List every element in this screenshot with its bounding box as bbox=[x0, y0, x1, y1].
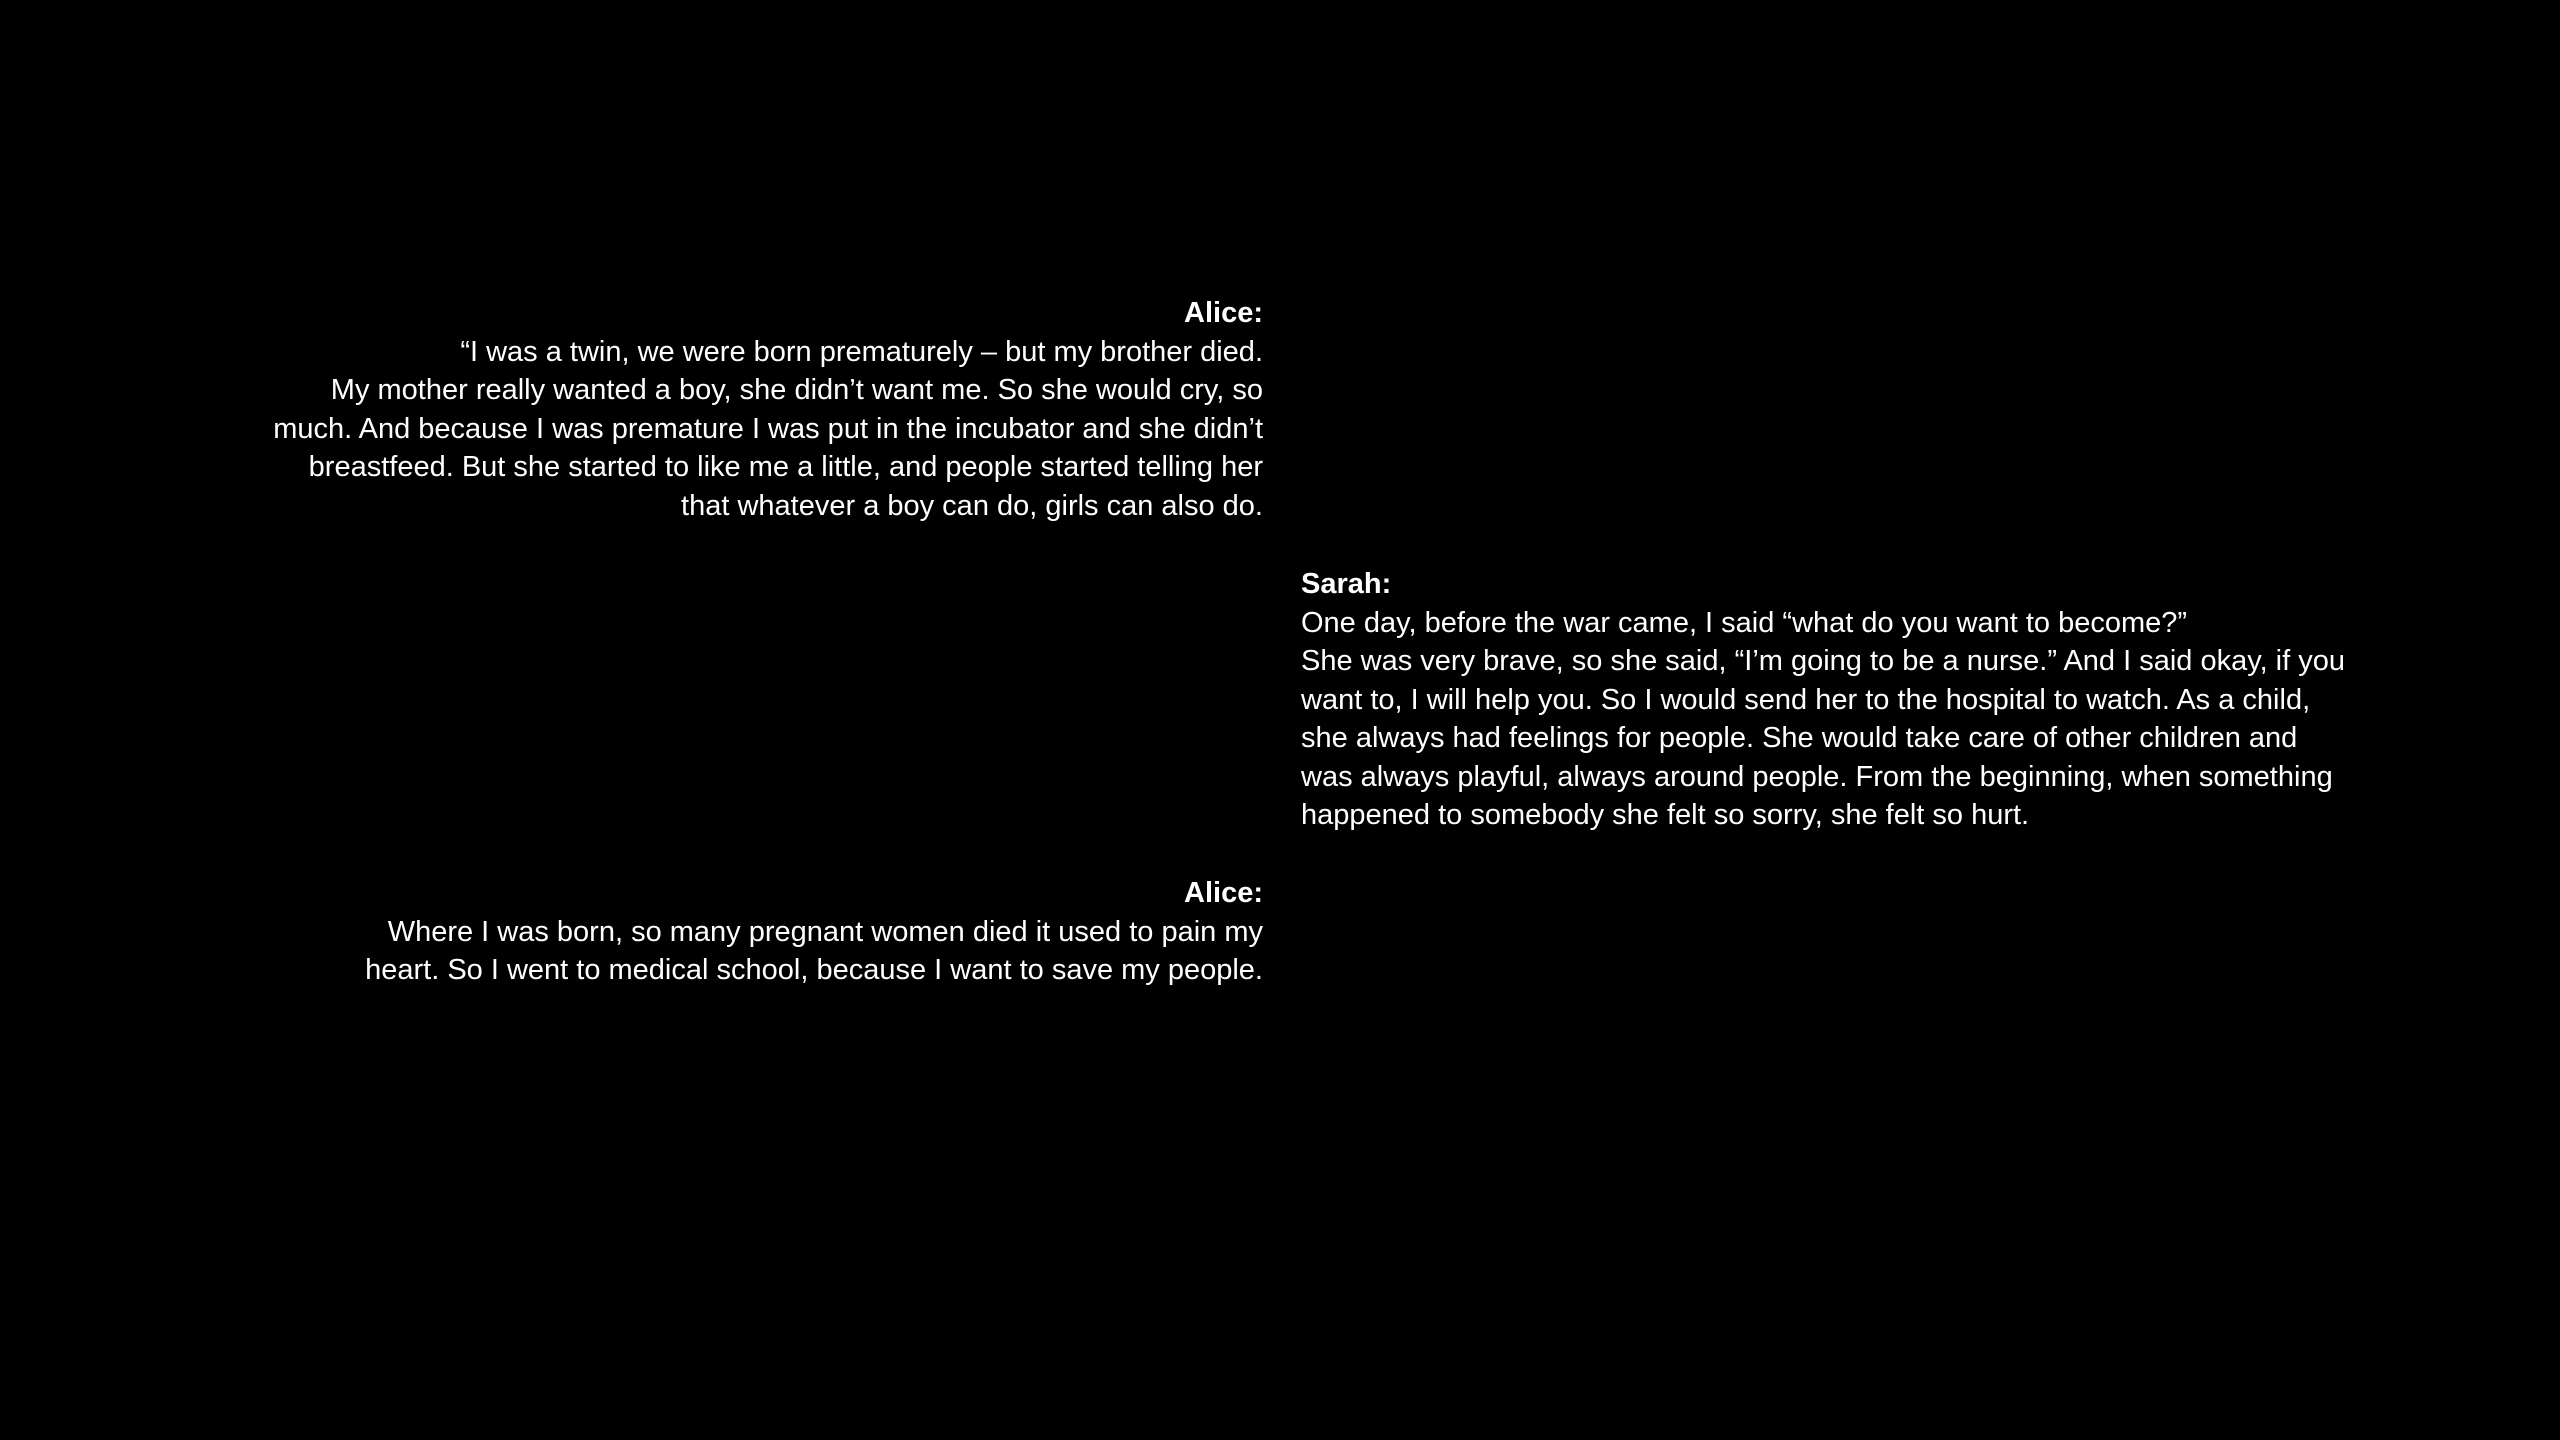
quote-line: She was very brave, so she said, “I’m going to be a nurse.” And I said okay, if you bbox=[1301, 645, 2345, 677]
quote-block-alice-2 bbox=[365, 874, 1263, 990]
quote-line: want to, I will help you. So I would send her to the hospital to watch. As a child, bbox=[1301, 683, 2311, 716]
speaker-name: Sarah: bbox=[1301, 568, 1392, 600]
quote-block-alice-1 bbox=[273, 294, 1263, 525]
quote-line: much. And because I was premature I was put in the incubator and she didn’t bbox=[273, 412, 1263, 445]
quote-line: breastfeed. But she started to like me a little, and people started telling her bbox=[308, 451, 1263, 483]
quote-line: was always playful, always around people. From the beginning, when something bbox=[1301, 760, 2333, 793]
quote-block-sarah bbox=[1301, 565, 2345, 835]
speaker-name: Alice: bbox=[1184, 297, 1263, 329]
quote-line: My mother really wanted a boy, she didn’t want me. So she would cry, so bbox=[330, 374, 1263, 406]
quote-line: that whatever a boy can do, girls can also do. bbox=[681, 489, 1263, 522]
quote-line: Where I was born, so many pregnant women died it used to pain my bbox=[387, 915, 1263, 948]
quote-line: One day, before the war came, I said “what do you want to become?” bbox=[1301, 606, 2188, 639]
quote-line: “I was a twin, we were born prematurely – but my brother died. bbox=[460, 335, 1263, 368]
quote-line: heart. So I went to medical school, because I want to save my people. bbox=[365, 954, 1263, 986]
quote-line: happened to somebody she felt so sorry, she felt so hurt. bbox=[1301, 799, 2030, 831]
speaker-name: Alice: bbox=[1184, 877, 1263, 909]
quote-line: she always had feelings for people. She would take care of other children and bbox=[1301, 722, 2298, 754]
